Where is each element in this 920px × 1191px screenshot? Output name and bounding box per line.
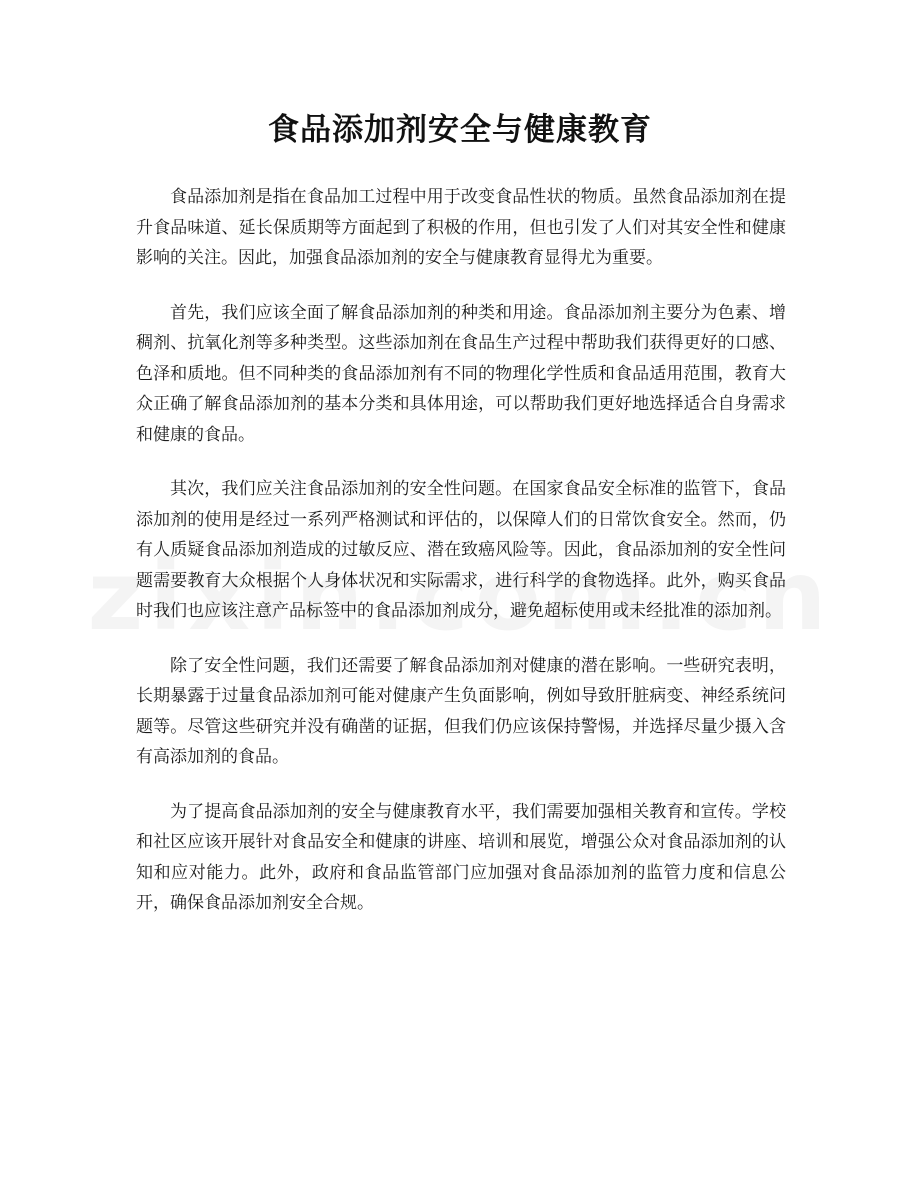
paragraph-1: 食品添加剂是指在食品加工过程中用于改变食品性状的物质。虽然食品添加剂在提升食品味道、延长保质期等方面起到了积极的作用，但也引发了人们对其安全性和健康影响的关注。因此，加强食品添加剂的安全与健康教育显得尤为重要。 [136, 187, 786, 268]
document-body [136, 182, 786, 943]
document-title: 食品添加剂安全与健康教育 [268, 112, 652, 148]
paragraph-5: 为了提高食品添加剂的安全与健康教育水平，我们需要加强相关教育和宣传。学校和社区应该开展针对食品安全和健康的讲座、培训和展览，增强公众对食品添加剂的认知和应对能力。此外，政府和食品监管部门应加强对食品添加剂的监管力度和信息公开，确保食品添加剂安全合规。 [136, 801, 786, 913]
paragraph-3: 其次，我们应关注食品添加剂的安全性问题。在国家食品安全标准的监管下，食品添加剂的使用是经过一系列严格测试和评估的，以保障人们的日常饮食安全。然而，仍有人质疑食品添加剂造成的过敏反应、潜在致癌风险等。因此，食品添加剂的安全性问题需要教育大众根据个人身体状况和实际需求，进行科学的食物选择。此外，购买食品时我们也应该注意产品标签中的食品添加剂成分，避免超标使用或未经批准的添加剂。 [136, 479, 786, 621]
paragraph-2: 首先，我们应该全面了解食品添加剂的种类和用途。食品添加剂主要分为色素、增稠剂、抗氧化剂等多种类型。这些添加剂在食品生产过程中帮助我们获得更好的口感、色泽和质地。但不同种类的食品添加剂有不同的物理化学性质和食品适用范围，教育大众正确了解食品添加剂的基本分类和具体用途，可以帮助我们更好地选择适合自身需求和健康的食品。 [136, 302, 786, 445]
paragraph-4: 除了安全性问题，我们还需要了解食品添加剂对健康的潜在影响。一些研究表明，长期暴露于过量食品添加剂可能对健康产生负面影响，例如导致肝脏病变、神经系统问题等。尽管这些研究并没有确凿的证据，但我们仍应该保持警惕，并选择尽量少摄入含有高添加剂的食品。 [136, 655, 786, 767]
